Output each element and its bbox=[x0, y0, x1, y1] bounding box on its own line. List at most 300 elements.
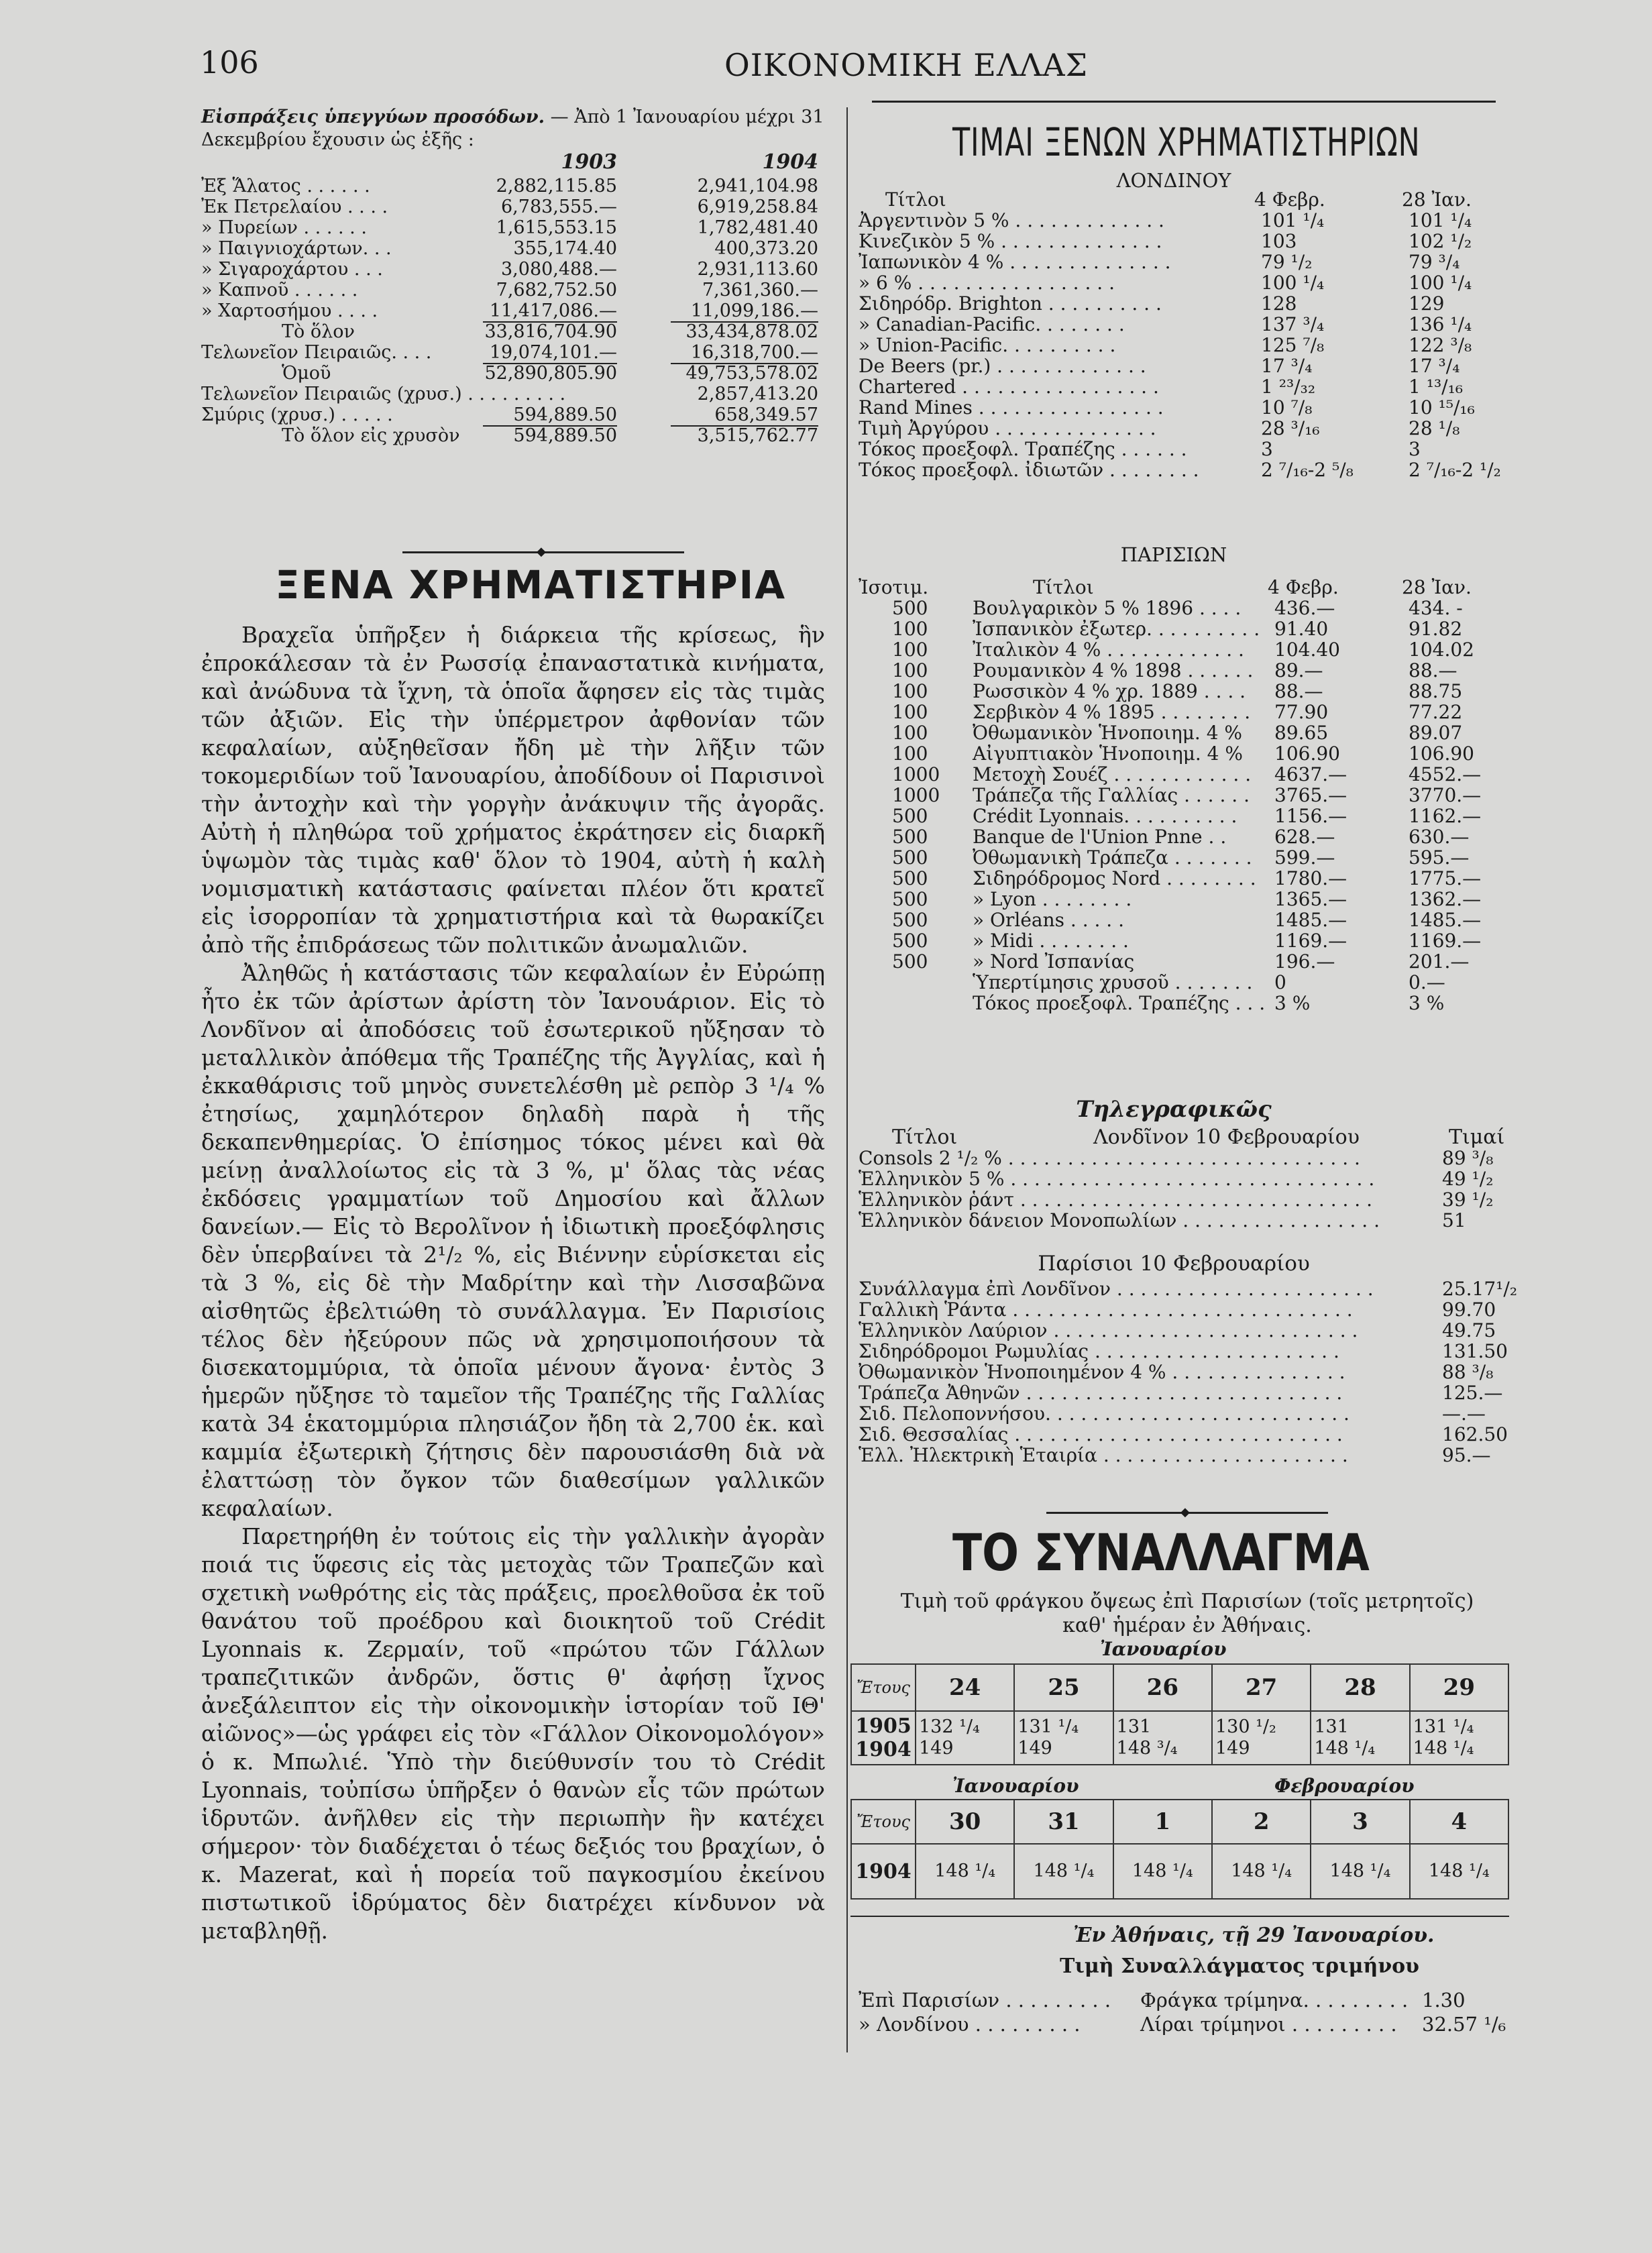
london-row bbox=[859, 210, 1516, 231]
paris-row bbox=[859, 910, 1516, 930]
revenue-1903: 2,882,115.85 bbox=[496, 176, 617, 197]
foreign-title: ΤΙΜΑΙ ΞΕΝΩΝ ΧΡΗΜΑΤΙΣΤΗΡΙΩΝ bbox=[952, 119, 1421, 165]
value-cell bbox=[1113, 1711, 1212, 1765]
column-divider bbox=[846, 107, 848, 2052]
paris-price-4feb: 104.40 bbox=[1274, 639, 1340, 661]
telegraph-price: 99.70 bbox=[1442, 1299, 1496, 1321]
paris-row bbox=[859, 785, 1516, 806]
paris-row bbox=[859, 681, 1516, 702]
paris-price-28jan: 201.— bbox=[1409, 950, 1470, 973]
london-row bbox=[859, 314, 1516, 335]
paris-nominal: 100 bbox=[892, 722, 928, 744]
paris-col-nom: Ἰσοτιμ. bbox=[859, 576, 929, 598]
year-1904: 1904 bbox=[762, 150, 818, 174]
value-cell bbox=[1014, 1711, 1113, 1765]
london-price-28jan: 28 ¹/₈ bbox=[1409, 417, 1460, 439]
telegraph-london bbox=[859, 1127, 1516, 1231]
paris-row bbox=[859, 660, 1516, 681]
jan-label-2: Ἰανουαρίου bbox=[952, 1775, 1079, 1797]
revenue-1904: 2,941,104.98 bbox=[697, 176, 818, 197]
london-title: Τόκος προεξοφλ. Τραπέζης . . . . . . bbox=[859, 438, 1187, 460]
quarter-place: » Λονδίνου . . . . . . . . . bbox=[859, 2013, 1081, 2036]
telegraph-price: 51 bbox=[1442, 1209, 1466, 1231]
value-cell: 148 ¹/₄ bbox=[1212, 1844, 1311, 1899]
paris-nominal: 1000 bbox=[892, 784, 940, 806]
paris-nominal: 500 bbox=[892, 950, 928, 973]
revenues-intro-rest: — Ἀπὸ 1 Ἰανουαρίου μέχρι 31 Δεκεμβρίου ἔχουσιν ὡς ἑξῆς : bbox=[201, 107, 824, 150]
jan-label: Ἰανουαρίου bbox=[1100, 1638, 1227, 1660]
london-row bbox=[859, 272, 1516, 293]
london-col-d2: 28 Ἰαν. bbox=[1402, 188, 1472, 211]
telegraph-price: 49.75 bbox=[1442, 1319, 1496, 1341]
telegraph-price: 125.— bbox=[1442, 1382, 1503, 1404]
revenue-row bbox=[201, 217, 838, 238]
paris-price-28jan: 91.82 bbox=[1409, 618, 1463, 640]
revenue-label: » Καπνοῦ . . . . . . bbox=[201, 280, 358, 300]
london-price-28jan: 102 ¹/₂ bbox=[1409, 230, 1472, 252]
paris-nominal: 100 bbox=[892, 618, 928, 640]
paris-nominal: 100 bbox=[892, 659, 928, 681]
telegraph-title: Ἑλληνικὸν δάνειον Μονοπωλίων . . . . . . . . . . . . . . . . . bbox=[859, 1210, 1380, 1231]
london-title: Σιδηρόδρ. Brighton . . . . . . . . . . bbox=[859, 292, 1162, 315]
v1905: 131 bbox=[1314, 1716, 1349, 1737]
paris-heading: ΠΑΡΙΣΙΩΝ bbox=[1120, 543, 1227, 566]
paris-nominal: 500 bbox=[892, 888, 928, 910]
revenue-1903: 11,417,086.— bbox=[483, 300, 617, 323]
year-1905-label: 1905 bbox=[855, 1714, 912, 1738]
paris-nominal: 500 bbox=[892, 909, 928, 931]
paris-title: Ἰταλικὸν 4 % . . . . . . . . . . . . bbox=[973, 639, 1244, 661]
day-cell: 1 bbox=[1113, 1800, 1212, 1844]
telegraph-title: Σιδ. Θεσσαλίας . . . . . . . . . . . . . . . . . . . . . . . . . . . . bbox=[859, 1424, 1343, 1445]
value-cell bbox=[916, 1711, 1014, 1765]
v1904: 149 bbox=[919, 1738, 954, 1759]
london-table bbox=[859, 189, 1516, 480]
paris-nominal: 500 bbox=[892, 846, 928, 869]
paris-row bbox=[859, 639, 1516, 660]
telegraph-title: Σιδηρόδρομοι Ρωμυλίας . . . . . . . . . . . . . . . . . . . . . bbox=[859, 1341, 1339, 1362]
revenue-1903: 594,889.50 bbox=[513, 425, 617, 446]
paris-col-title: Τίτλοι bbox=[1033, 576, 1094, 598]
paris-title: Ρουμανικὸν 4 % 1898 . . . . . . bbox=[973, 659, 1254, 681]
london-title: Ἰαπωνικὸν 4 % . . . . . . . . . . . . . . bbox=[859, 251, 1171, 273]
exchange-table-1-days bbox=[851, 1664, 1508, 1711]
telegraph-paris-row bbox=[859, 1382, 1516, 1403]
telegraph-title: Ἑλλ. Ἠλεκτρικὴ Ἑταιρία . . . . . . . . . . . . . . . . . . . . . bbox=[859, 1445, 1348, 1466]
paris-price-28jan: 77.22 bbox=[1409, 701, 1463, 723]
xena-paragraph-3: Παρετηρήθη ἐν τούτοις εἰς τὴν γαλλικὴν ἀγορὰν ποιά τις ὕφεσις εἰς τὰς μετοχὰς τῶν Τραπεζῶν καὶ σχετικὴ νωθρότης εἰς τὰς πράξεις, προελθοῦσα ἐκ τοῦ θανάτου τοῦ προέδρου καὶ διοικητοῦ τοῦ Crédit Lyonnais κ. Ζερμαίν, τοῦ «πρώτου τῶν Γάλλων τραπεζιτικῶν ἀνδρῶν, ὅστις θ' ἀφήσῃ ἴχνος ἀνεξάλειπτον εἰς τὴν οἰκονομικὴν ἱστορίαν τοῦ ΙΘ' αἰῶνος»—ὡς γράφει εἰς τὸν «Γάλλον Οἰκονομολόγον» ὁ κ. Μπωλιέ. Ὑπὸ τὴν διεύθυνσίν του τὸ Crédit Lyonnais, τοὐπίσω ὑπῆρξεν ὁ θανὼν εἷς τῶν πρώτων ἱδρυτῶν. ἀνῆλθεν εἰς τὴν περιωπὴν ἣν κατέχει σήμερον· τὸν διαδέχεται ὁ τέως δεξιός του βραχίων, ὁ κ. Mazerat, καὶ ἡ πορεία τοῦ παγκοσμίου ἐκείνου πιστωτικοῦ ἱδρύματος δὲν διατρέχει κίνδυνον νὰ μεταβληθῇ. bbox=[201, 1523, 825, 1944]
quarter-place: Ἐπὶ Παρισίων . . . . . . . . . bbox=[859, 1989, 1111, 2012]
london-price-4feb: 2 ⁷/₁₆-2 ⁵/₈ bbox=[1261, 459, 1354, 481]
paris-price-4feb: 196.— bbox=[1274, 950, 1335, 973]
paris-header bbox=[859, 577, 1516, 598]
paris-price-4feb: 436.— bbox=[1274, 597, 1335, 619]
paris-price-4feb: 88.— bbox=[1274, 680, 1323, 702]
revenue-1903: 594,889.50 bbox=[483, 404, 617, 427]
paris-title: Ὀθωμανικὸν Ἡνοποιημ. 4 % bbox=[973, 722, 1243, 744]
revenue-label: Ἐξ Ἅλατος . . . . . . bbox=[201, 176, 370, 197]
revenue-1903: 6,783,555.— bbox=[501, 197, 617, 217]
paris-price-4feb: 89.65 bbox=[1274, 722, 1329, 744]
paris-title: Αἰγυπτιακὸν Ἡνοποιημ. 4 % bbox=[973, 743, 1244, 765]
day-cell: 28 bbox=[1311, 1664, 1409, 1711]
london-title: Τόκος προεξοφλ. ἰδιωτῶν . . . . . . . . bbox=[859, 459, 1199, 481]
year-1903: 1903 bbox=[561, 150, 617, 174]
paris-price-4feb: 1485.— bbox=[1274, 909, 1347, 931]
quarter-desc: Φράγκα τρίμηνα. . . . . . . . . bbox=[1140, 1989, 1409, 2012]
revenue-label: » Χαρτοσήμου . . . . bbox=[201, 300, 378, 321]
telegraph-price: 39 ¹/₂ bbox=[1442, 1189, 1494, 1211]
revenues-intro-bold: Εἰσπράξεις ὑπεγγύων προσόδων. bbox=[201, 107, 545, 127]
revenue-label: Σμύρις (χρυσ.) . . . . . bbox=[201, 404, 393, 425]
paris-price-28jan: 630.— bbox=[1409, 826, 1470, 848]
paris-row bbox=[859, 618, 1516, 639]
telegraph-paris-row bbox=[859, 1320, 1516, 1341]
london-price-4feb: 79 ¹/₂ bbox=[1261, 251, 1313, 273]
revenue-1904: 33,434,878.02 bbox=[685, 321, 818, 342]
revenue-1904: 400,373.20 bbox=[714, 238, 818, 259]
london-price-4feb: 103 bbox=[1261, 230, 1297, 252]
paris-price-28jan: 88.75 bbox=[1409, 680, 1463, 702]
exchange-table-1-values bbox=[851, 1711, 1508, 1765]
value-cell: 148 ¹/₄ bbox=[1014, 1844, 1113, 1899]
revenue-row bbox=[201, 384, 838, 404]
v1905: 130 ¹/₂ bbox=[1215, 1716, 1276, 1737]
telegraph-title: Ἑλληνικὸν Λαύριον . . . . . . . . . . . . . . . . . . . . . . . . . . bbox=[859, 1320, 1358, 1341]
paris-price-4feb: 77.90 bbox=[1274, 701, 1329, 723]
paris-price-28jan: 3 % bbox=[1409, 992, 1445, 1014]
paris-title: Μετοχὴ Σουέζ . . . . . . . . . . . . bbox=[973, 763, 1252, 785]
london-price-28jan: 122 ³/₈ bbox=[1409, 334, 1472, 356]
day-cell: 26 bbox=[1113, 1664, 1212, 1711]
telegraph-paris bbox=[859, 1278, 1516, 1466]
revenue-1903: 1,615,553.15 bbox=[496, 217, 617, 238]
paris-nominal: 500 bbox=[892, 805, 928, 827]
paris-title: Ρωσσικὸν 4 % χρ. 1889 . . . . bbox=[973, 680, 1246, 702]
telegraph-price: 89 ³/₈ bbox=[1442, 1147, 1494, 1169]
london-price-4feb: 28 ³/₁₆ bbox=[1261, 417, 1320, 439]
paris-row bbox=[859, 806, 1516, 826]
london-row bbox=[859, 355, 1516, 376]
telegraph-london-row bbox=[859, 1168, 1516, 1189]
paris-price-4feb: 106.90 bbox=[1274, 743, 1340, 765]
paris-price-4feb: 89.— bbox=[1274, 659, 1323, 681]
london-price-28jan: 79 ³/₄ bbox=[1409, 251, 1460, 273]
london-price-4feb: 137 ³/₄ bbox=[1261, 313, 1325, 335]
paris-price-28jan: 3770.— bbox=[1409, 784, 1482, 806]
london-row bbox=[859, 397, 1516, 418]
revenues-years bbox=[201, 152, 838, 176]
tele-col-price: Τιμαί bbox=[1449, 1125, 1505, 1149]
paris-nominal: 500 bbox=[892, 826, 928, 848]
quarter-row bbox=[859, 2012, 1516, 2036]
page-header-title: ΟΙΚΟΝΟΜΙΚΗ ΕΛΛΑΣ bbox=[724, 47, 1089, 83]
value-cell: 148 ¹/₄ bbox=[916, 1844, 1014, 1899]
xena-paragraph-2: Ἀληθῶς ἡ κατάστασις τῶν κεφαλαίων ἐν Εὐρώπῃ ἦτο ἐκ τῶν ἀρίστων ἀρίστη τὸν Ἰανουάριον. Εἰς τὸ Λονδῖνον αἱ ἀποδόσεις τοῦ ἐσωτερικοῦ ηὔξησαν τὸ μεταλλικὸν ἀπόθεμα τῆς Τραπέζης τῆς Ἀγγλίας, καὶ ἡ ἐκκαθάρισις τοῦ μηνὸς συνετελέσθη μὲ ρεπὸρ 3 ¹/₄ % ἐτησίως, χαμηλότερον δηλαδὴ παρὰ ἡ τῆς δεκαπενθημερίας. Ὁ ἐπίσημος τόκος μένει καὶ θὰ μείνῃ ἀναλλοίωτος εἰς τὰ 3 %, μ' ὅλας τὰς νέας ἐκδόσεις γραμματίων τοῦ Δημοσίου καὶ ἄλλων δανείων.— Εἰς τὸ Βερολῖνον ἡ ἰδιωτικὴ προεξόφλησις δὲν ὑπερβαίνει τὰ 2¹/₂ %, εἰς Βιέννην εὑρίσκεται εἰς τὰ 3 %, εἰς δὲ τὴν Μαδρίτην καὶ τὴν Λισσαβῶνα αἰσθητῶς ἐβελτιώθη τὸ συνάλλαγμα. Ἐν Παρισίοις τέλος δὲν ἠξεύρουν πῶς νὰ χρησιμοποιήσουν τὰ δισεκατομμύρια, τὰ ὁποῖα μένουν ἄγονα· ἐντὸς 3 ἡμερῶν ηὔξησε τὸ ταμεῖον τῆς Τραπέζης τῆς Γαλλίας κατὰ 34 ἑκατομμύρια πλησιάζον ἤδη τὰ 2,700 ἑκ. καὶ καμμία ἐξωτερικὴ ζήτησις δὲν παρουσιάσθη διὰ νὰ ἐλαττώσῃ τὸν ὄγκον τῶν διαθεσίμων γαλλικῶν κεφαλαίων. bbox=[201, 960, 825, 1521]
revenue-1904: 6,919,258.84 bbox=[697, 197, 818, 217]
london-price-28jan: 136 ¹/₄ bbox=[1409, 313, 1472, 335]
paris-price-28jan: 1775.— bbox=[1409, 867, 1482, 889]
paris-price-28jan: 0.— bbox=[1409, 971, 1445, 993]
dateline: Ἐν Ἀθήναις, τῇ 29 Ἰανουαρίου. bbox=[1073, 1924, 1435, 1947]
value-cell bbox=[1410, 1711, 1508, 1765]
exchange-subtitle-1: Τιμὴ τοῦ φράγκου ὄψεως ἐπὶ Παρισίων (τοῖς μετρητοῖς) bbox=[900, 1590, 1474, 1613]
revenue-label: » Σιγαροχάρτου . . . bbox=[201, 259, 383, 280]
london-title: » Canadian-Pacific. . . . . . . . bbox=[859, 313, 1125, 335]
london-title: » Union-Pacific. . . . . . . . . . bbox=[859, 334, 1116, 356]
paris-title: Banque de l'Union Pnne . . bbox=[973, 826, 1227, 848]
paris-price-28jan: 1362.— bbox=[1409, 888, 1482, 910]
london-title: De Beers (pr.) . . . . . . . . . . . . . bbox=[859, 355, 1146, 377]
revenue-row bbox=[201, 342, 838, 363]
telegraph-title: Ἑλληνικὸν ῥάντ . . . . . . . . . . . . . . . . . . . . . . . . . . . . . . bbox=[859, 1189, 1373, 1210]
telegraph-paris-row bbox=[859, 1278, 1516, 1299]
paris-title: Σερβικὸν 4 % 1895 . . . . . . . . bbox=[973, 701, 1251, 723]
v1905: 131 bbox=[1116, 1716, 1152, 1737]
london-row bbox=[859, 335, 1516, 355]
london-price-28jan: 3 bbox=[1409, 438, 1421, 460]
paris-nominal: 500 bbox=[892, 597, 928, 619]
revenue-1904: 49,753,578.02 bbox=[685, 363, 818, 384]
xena-article bbox=[201, 621, 825, 1945]
telegraph-paris-row bbox=[859, 1362, 1516, 1382]
paris-price-4feb: 0 bbox=[1274, 971, 1286, 993]
revenue-1904: 2,931,113.60 bbox=[697, 259, 818, 280]
day-cell: 4 bbox=[1410, 1800, 1508, 1844]
paris-title: Ὑπερτίμησις χρυσοῦ . . . . . . . bbox=[973, 971, 1253, 993]
london-price-4feb: 17 ³/₄ bbox=[1261, 355, 1313, 377]
paris-price-4feb: 1169.— bbox=[1274, 930, 1347, 952]
paris-title: » Orléans . . . . . bbox=[973, 909, 1124, 931]
paris-nominal: 100 bbox=[892, 639, 928, 661]
telegraph-paris-row bbox=[859, 1403, 1516, 1424]
revenue-label: Τὸ ὅλον bbox=[282, 321, 355, 342]
london-title: Chartered . . . . . . . . . . . . . . . . . bbox=[859, 376, 1159, 398]
london-title: Rand Mines . . . . . . . . . . . . . . . . bbox=[859, 396, 1164, 419]
london-title: » 6 % . . . . . . . . . . . . . . . . . bbox=[859, 272, 1115, 294]
london-col-title: Τίτλοι bbox=[885, 188, 946, 211]
revenue-1903: 3,080,488.— bbox=[501, 259, 617, 280]
paris-title: Σιδηρόδρομος Nord . . . . . . . . bbox=[973, 867, 1256, 889]
paris-price-4feb: 3765.— bbox=[1274, 784, 1347, 806]
london-row bbox=[859, 293, 1516, 314]
telegraph-price: 131.50 bbox=[1442, 1340, 1508, 1362]
value-cell bbox=[1311, 1711, 1409, 1765]
revenue-1904: 16,318,700.— bbox=[671, 342, 818, 364]
exchange-table-2 bbox=[850, 1799, 1509, 1900]
revenue-label: Ἐκ Πετρελαίου . . . . bbox=[201, 197, 388, 217]
paris-title: » Lyon . . . . . . . . bbox=[973, 888, 1132, 910]
quarter-value: 32.57 ¹/₆ bbox=[1422, 2013, 1506, 2036]
paris-row bbox=[859, 993, 1516, 1013]
london-price-4feb: 100 ¹/₄ bbox=[1261, 272, 1325, 294]
paris-row bbox=[859, 743, 1516, 764]
telegraph-title: Ὀθωμανικὸν Ἡνοποιημένον 4 % . . . . . . . . . . . . . . . bbox=[859, 1362, 1345, 1382]
paris-price-4feb: 1365.— bbox=[1274, 888, 1347, 910]
revenue-row bbox=[201, 197, 838, 217]
paris-price-4feb: 1156.— bbox=[1274, 805, 1347, 827]
telegraph-london-row bbox=[859, 1210, 1516, 1231]
paris-row bbox=[859, 702, 1516, 722]
london-price-28jan: 2 ⁷/₁₆-2 ¹/₂ bbox=[1409, 459, 1501, 481]
revenue-row bbox=[201, 425, 838, 446]
v1904: 148 ³/₄ bbox=[1116, 1738, 1178, 1759]
london-header bbox=[859, 189, 1516, 210]
paris-price-28jan: 595.— bbox=[1409, 846, 1470, 869]
paris-row bbox=[859, 951, 1516, 972]
paris-row bbox=[859, 764, 1516, 785]
london-heading: ΛΟΝΔΙΝΟΥ bbox=[1116, 169, 1231, 192]
telegraph-heading: Τηλεγραφικῶς bbox=[1076, 1096, 1272, 1123]
paris-title: Τράπεζα τῆς Γαλλίας . . . . . . bbox=[973, 784, 1250, 806]
telegraph-london-header bbox=[859, 1127, 1516, 1148]
london-row bbox=[859, 231, 1516, 252]
paris-row bbox=[859, 847, 1516, 868]
revenue-label: » Παιγνιοχάρτων. . . bbox=[201, 238, 392, 259]
paris-price-28jan: 1485.— bbox=[1409, 909, 1482, 931]
revenue-1904: 1,782,481.40 bbox=[697, 217, 818, 238]
revenues-table bbox=[201, 152, 838, 446]
revenue-row bbox=[201, 280, 838, 300]
revenue-row bbox=[201, 404, 838, 425]
revenue-1904: 11,099,186.— bbox=[671, 300, 818, 323]
xena-paragraph-1: Βραχεῖα ὑπῆρξεν ἡ διάρκεια τῆς κρίσεως, ἣν ἐπροκάλεσαν τὰ ἐν Ρωσσίᾳ ἐπαναστατικὰ κινήματα, καὶ ἀνώδυνα τὰ ἴχνη, τὰ ὁποῖα ἄφησεν εἰς τὰς τιμὰς τῶν ἀξιῶν. Εἰς τὴν ὑπέρμετρον ἀφθονίαν τῶν κεφαλαίων, αὐξηθεῖσαν ἤδη μὲ τὴν λῆξιν τῶν τοκομεριδίων τοῦ Ἰανουαρίου, ἀποδίδουν οἱ Παρισινοὶ τὴν ἀντοχὴν καὶ τὴν γοργὴν ἀνάκυψιν τῆς ἀγορᾶς. Αὐτὴ ἡ πληθώρα τοῦ χρήματος ἐκράτησεν εἰς διαρκῆ ὑψωμὸν τὰς τιμὰς καθ' ὅλον τὸ 1904, αὐτὴ ἡ καλὴ νομισματικὴ κατάστασις φαίνεται πλέον ὅτι κρατεῖ εἰς ἰσορροπίαν τὰ χρηματιστήρια καὶ τὰ θωρακίζει ἀπὸ τῆς ἐπιδράσεως τῶν πολιτικῶν ἀνωμαλιῶν. bbox=[201, 622, 825, 958]
paris-nominal: 100 bbox=[892, 701, 928, 723]
telegraph-title: Τράπεζα Ἀθηνῶν . . . . . . . . . . . . . . . . . . . . . . . . . . . bbox=[859, 1382, 1343, 1403]
revenue-1904: 658,349.57 bbox=[671, 404, 818, 427]
telegraph-paris-row bbox=[859, 1341, 1516, 1362]
london-price-28jan: 101 ¹/₄ bbox=[1409, 209, 1472, 231]
quarter-value: 1.30 bbox=[1422, 1989, 1466, 2012]
v1904: 149 bbox=[1215, 1738, 1250, 1759]
revenue-row bbox=[201, 259, 838, 280]
revenue-1903: 52,890,805.90 bbox=[484, 363, 617, 384]
paris-row bbox=[859, 930, 1516, 951]
london-price-28jan: 17 ³/₄ bbox=[1409, 355, 1460, 377]
revenue-1903: 355,174.40 bbox=[513, 238, 617, 259]
paris-price-4feb: 1780.— bbox=[1274, 867, 1347, 889]
paris-nominal: 100 bbox=[892, 680, 928, 702]
value-cell bbox=[1212, 1711, 1311, 1765]
quarter-row bbox=[859, 1988, 1516, 2012]
telegraph-paris-row bbox=[859, 1424, 1516, 1445]
year-cell bbox=[851, 1711, 916, 1765]
telegraph-price: 49 ¹/₂ bbox=[1442, 1168, 1494, 1190]
paris-price-28jan: 1169.— bbox=[1409, 930, 1482, 952]
tele-col-title: Τίτλοι bbox=[892, 1125, 958, 1149]
paris-price-28jan: 88.— bbox=[1409, 659, 1457, 681]
revenue-row bbox=[201, 321, 838, 342]
exchange-title: ΤΟ ΣΥΝΑΛΛΑΓΜΑ bbox=[952, 1523, 1370, 1582]
london-title: Κινεζικὸν 5 % . . . . . . . . . . . . . . bbox=[859, 230, 1162, 252]
value-cell: 148 ¹/₄ bbox=[1113, 1844, 1212, 1899]
telegraph-london-row bbox=[859, 1189, 1516, 1210]
paris-price-4feb: 3 % bbox=[1274, 992, 1311, 1014]
revenue-label: » Πυρείων . . . . . . bbox=[201, 217, 367, 238]
day-cell: 31 bbox=[1014, 1800, 1113, 1844]
paris-title: Τόκος προεξοφλ. Τραπέζης . . . bbox=[973, 992, 1266, 1014]
revenue-label: Τελωνεῖον Πειραιῶς (χρυσ.) . . . . . . . . . bbox=[201, 384, 566, 404]
telegraph-price: —.— bbox=[1442, 1403, 1486, 1425]
revenue-1903: 19,074,101.— bbox=[483, 342, 617, 364]
paris-nominal: 500 bbox=[892, 867, 928, 889]
day-cell: 30 bbox=[916, 1800, 1014, 1844]
london-row bbox=[859, 459, 1516, 480]
revenue-row bbox=[201, 300, 838, 321]
telegraph-title: Consols 2 ¹/₂ % . . . . . . . . . . . . . . . . . . . . . . . . . . . . . . bbox=[859, 1148, 1360, 1168]
paris-title: » Midi . . . . . . . . bbox=[973, 930, 1129, 952]
year-1904-label: 1904 bbox=[855, 1738, 912, 1761]
paris-price-4feb: 91.40 bbox=[1274, 618, 1329, 640]
revenue-label: Τελωνεῖον Πειραιῶς. . . . bbox=[201, 342, 432, 363]
paris-col-d2: 28 Ἰαν. bbox=[1402, 576, 1472, 598]
year-cell-2: 1904 bbox=[851, 1844, 916, 1899]
london-title: Τιμὴ Ἀργύρου . . . . . . . . . . . . . . bbox=[859, 417, 1156, 439]
quarter-title: Τιμὴ Συναλλάγματος τριμήνου bbox=[1060, 1955, 1419, 1978]
value-cell: 148 ¹/₄ bbox=[1410, 1844, 1508, 1899]
revenue-1904: 2,857,413.20 bbox=[697, 384, 818, 404]
feb-label: Φεβρουαρίου bbox=[1274, 1775, 1415, 1797]
paris-row bbox=[859, 868, 1516, 889]
v1905: 131 ¹/₄ bbox=[1413, 1716, 1474, 1737]
dateline-rule bbox=[850, 1916, 1509, 1917]
paris-price-28jan: 104.02 bbox=[1409, 639, 1474, 661]
telegraph-price: 95.— bbox=[1442, 1444, 1491, 1466]
v1905: 132 ¹/₄ bbox=[919, 1716, 980, 1737]
revenue-row bbox=[201, 176, 838, 197]
v1904: 149 bbox=[1017, 1738, 1052, 1759]
revenue-1904: 7,361,360.— bbox=[702, 280, 818, 300]
day-cell: 3 bbox=[1311, 1800, 1409, 1844]
paris-title: Ὀθωμανικὴ Τράπεζα . . . . . . . bbox=[973, 846, 1252, 869]
telegraph-title: Σιδ. Πελοποννήσου. . . . . . . . . . . . . . . . . . . . . . . . . . bbox=[859, 1403, 1350, 1424]
london-col-d1: 4 Φεβρ. bbox=[1254, 188, 1325, 211]
paris-price-28jan: 434. - bbox=[1409, 597, 1463, 619]
london-price-4feb: 101 ¹/₄ bbox=[1261, 209, 1325, 231]
paris-nominal: 500 bbox=[892, 930, 928, 952]
paris-table bbox=[859, 577, 1516, 1013]
day-cell: 25 bbox=[1014, 1664, 1113, 1711]
paris-col-d1: 4 Φεβρ. bbox=[1268, 576, 1339, 598]
paris-price-28jan: 1162.— bbox=[1409, 805, 1482, 827]
xena-title: ΞΕΝΑ ΧΡΗΜΑΤΙΣΤΗΡΙΑ bbox=[275, 562, 787, 608]
london-title: Ἀργεντινὸν 5 % . . . . . . . . . . . . . bbox=[859, 209, 1164, 231]
london-price-4feb: 125 ⁷/₈ bbox=[1261, 334, 1325, 356]
revenue-1903: 33,816,704.90 bbox=[484, 321, 617, 342]
paris-price-4feb: 628.— bbox=[1274, 826, 1335, 848]
paris-title: Βουλγαρικὸν 5 % 1896 . . . . bbox=[973, 597, 1242, 619]
london-price-4feb: 128 bbox=[1261, 292, 1297, 315]
paris-title: Crédit Lyonnais. . . . . . . . . . bbox=[973, 805, 1237, 827]
telegraph-london-row bbox=[859, 1148, 1516, 1168]
paris-price-4feb: 4637.— bbox=[1274, 763, 1347, 785]
revenue-1903: 7,682,752.50 bbox=[496, 280, 617, 300]
year-col-label: Ἔτους bbox=[851, 1664, 916, 1711]
revenue-1904: 3,515,762.77 bbox=[697, 425, 818, 446]
telegraph-paris-row bbox=[859, 1445, 1516, 1466]
exchange-table-2-days bbox=[851, 1800, 1508, 1844]
revenues-intro bbox=[201, 106, 832, 152]
paris-price-28jan: 106.90 bbox=[1409, 743, 1474, 765]
london-price-28jan: 129 bbox=[1409, 292, 1445, 315]
exchange-table-2-values bbox=[851, 1844, 1508, 1899]
london-price-28jan: 1 ¹³/₁₆ bbox=[1409, 376, 1464, 398]
london-price-4feb: 1 ²³/₃₂ bbox=[1261, 376, 1316, 398]
telegraph-title: Γαλλικὴ Ῥάντα . . . . . . . . . . . . . . . . . . . . . . . . . . . . . bbox=[859, 1299, 1353, 1320]
paris-nominal: 1000 bbox=[892, 763, 940, 785]
year-col-label-2: Ἔτους bbox=[851, 1800, 916, 1844]
value-cell: 148 ¹/₄ bbox=[1311, 1844, 1409, 1899]
